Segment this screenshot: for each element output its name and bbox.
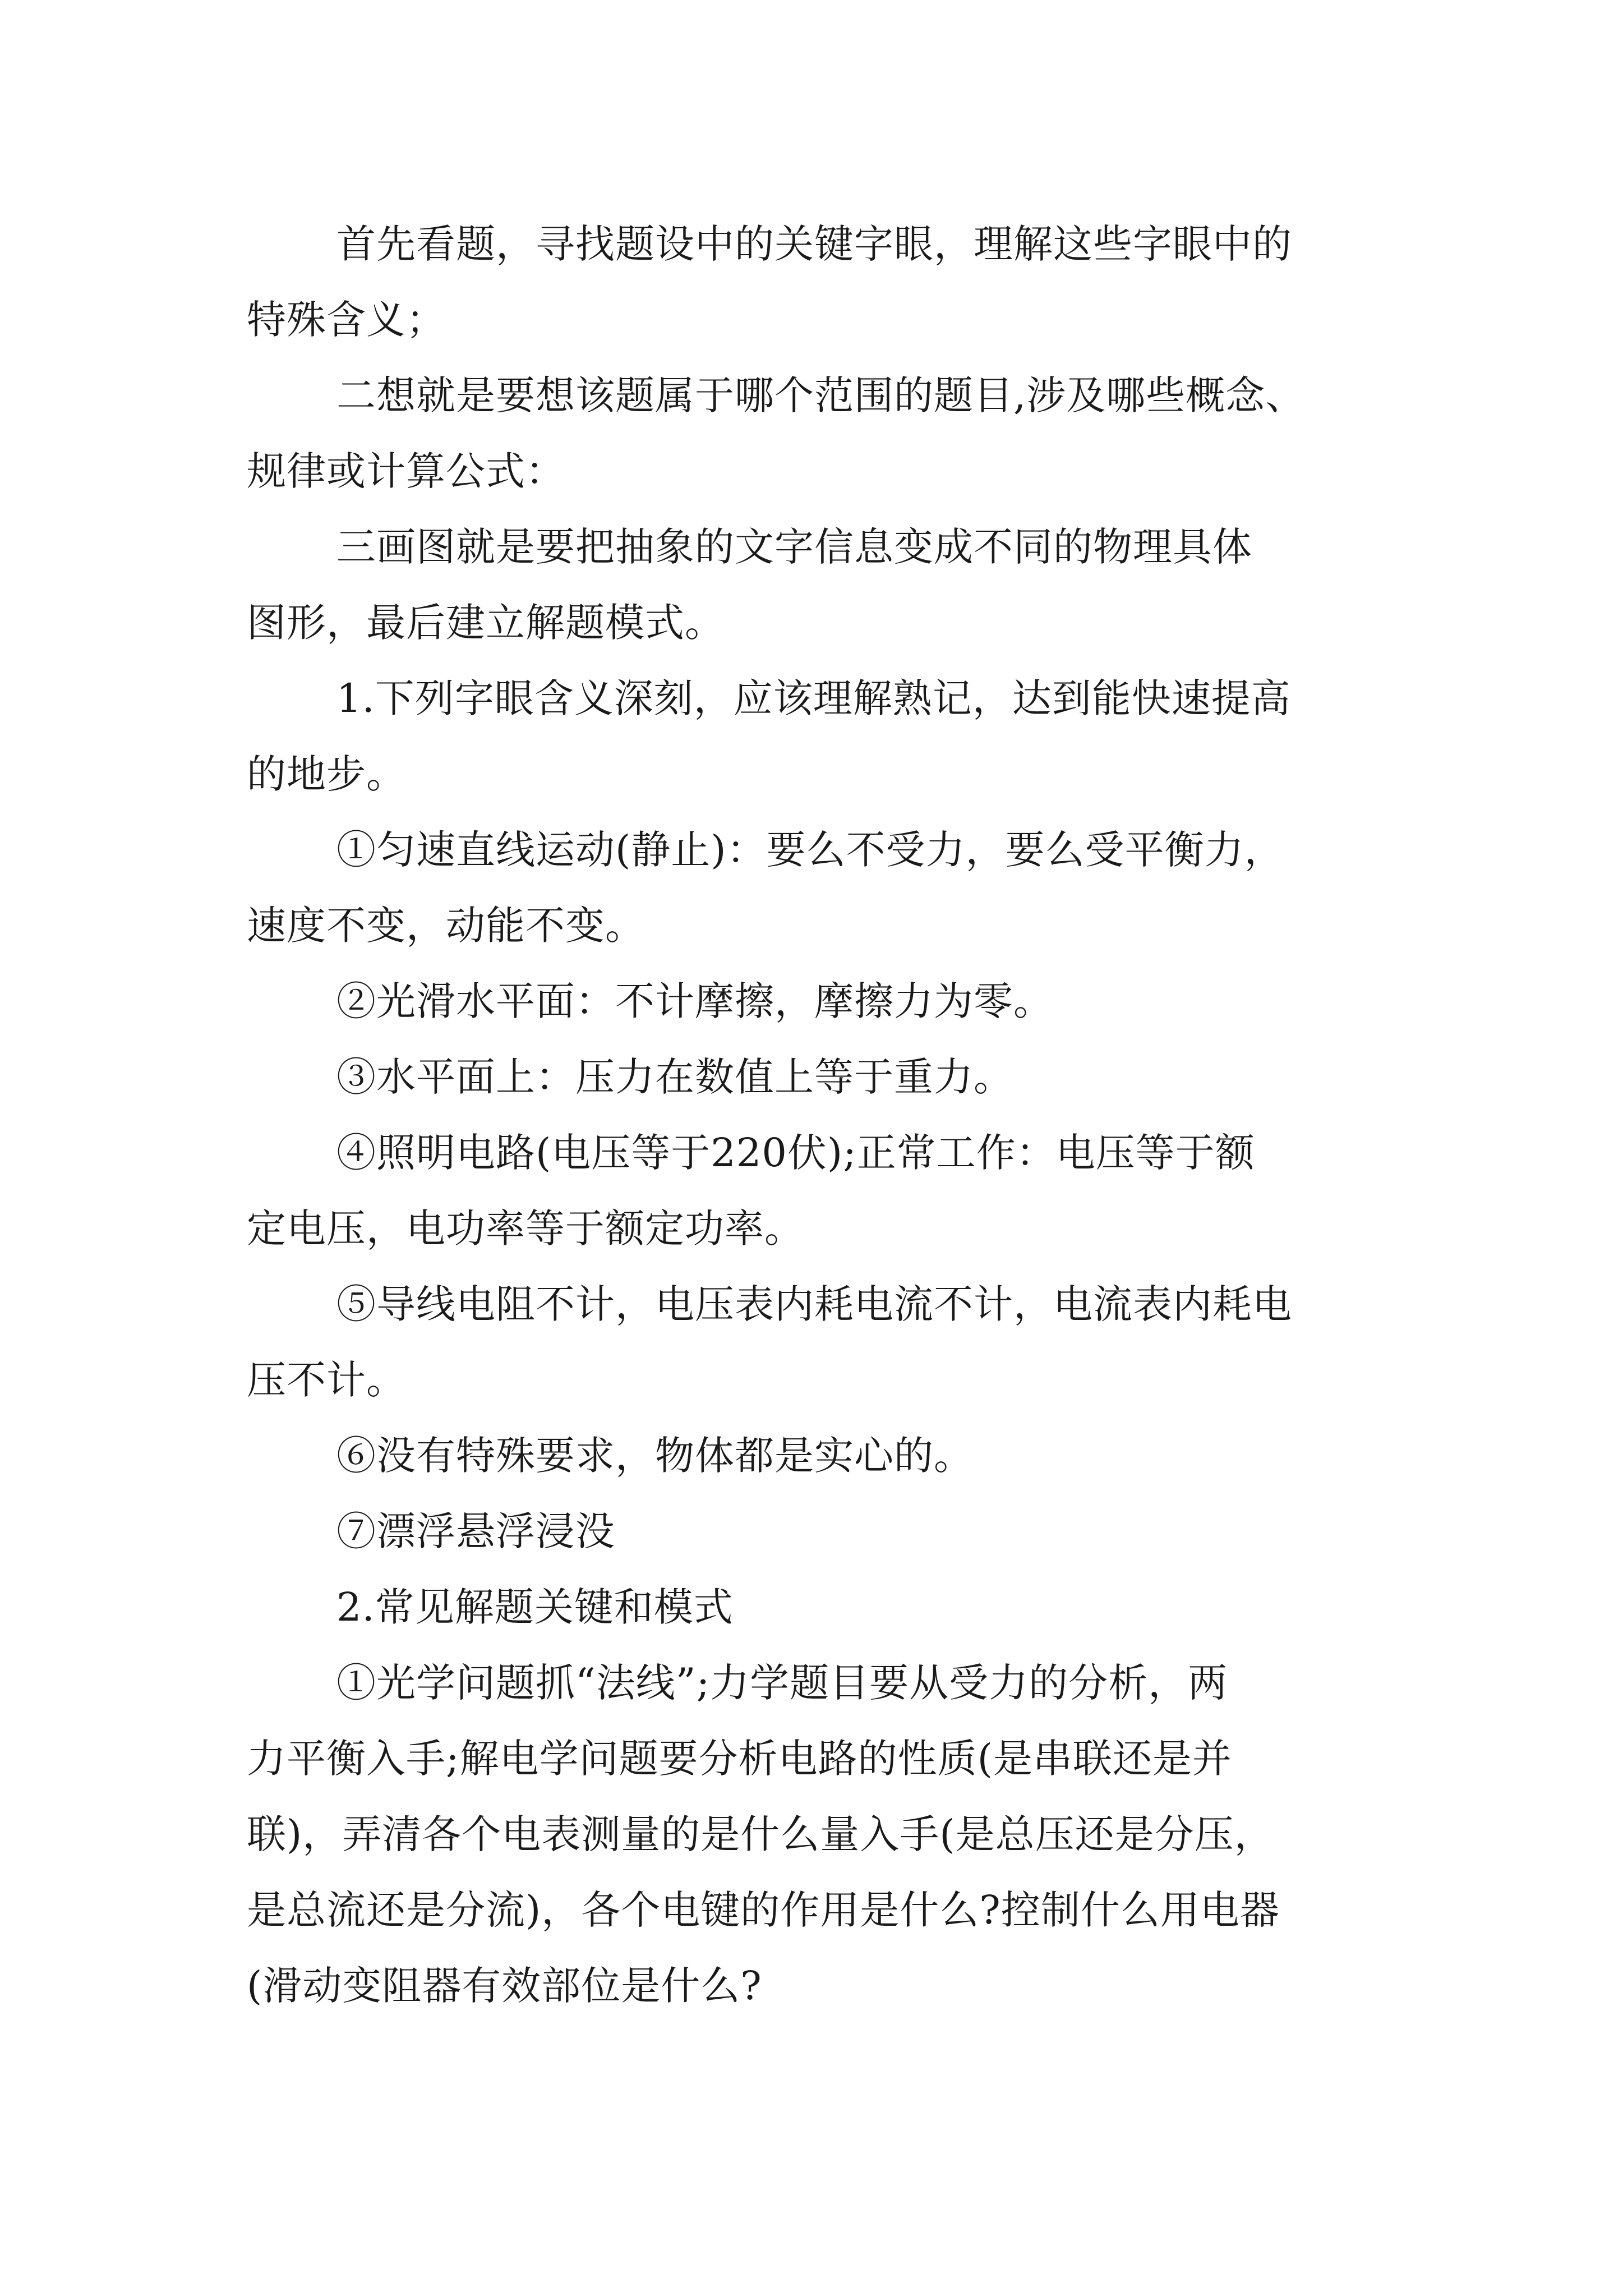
item-5-line-2: 压不计。 (247, 1357, 406, 1403)
section-2-item-1-line-2: 力平衡入手;解电学问题要分析电路的性质(是串联还是并 (247, 1736, 1232, 1782)
section-2-item-1-line-5: (滑动变阻器有效部位是什么? (247, 1963, 762, 2009)
item-7: ⑦漂浮悬浮浸没 (336, 1508, 615, 1554)
item-6: ⑥没有特殊要求，物体都是实心的。 (336, 1433, 974, 1479)
item-1-line-2: 速度不变，动能不变。 (247, 903, 645, 949)
paragraph-1-line-1: 首先看题，寻找题设中的关键字眼，理解这些字眼中的 (336, 221, 1292, 267)
section-2-item-1-line-4: 是总流还是分流)，各个电键的作用是什么?控制什么用电器 (247, 1887, 1280, 1933)
item-1-line-1: ①匀速直线运动(静止)：要么不受力，要么受平衡力， (336, 827, 1284, 873)
paragraph-1-line-2: 特殊含义； (247, 297, 446, 343)
section-1-heading-line-1: 1.下列字眼含义深刻，应该理解熟记，达到能快速提高 (336, 675, 1291, 721)
item-5-line-1: ⑤导线电阻不计，电压表内耗电流不计，电流表内耗电 (336, 1281, 1292, 1327)
paragraph-2-line-2: 规律或计算公式： (247, 448, 565, 494)
paragraph-2-line-1: 二想就是要想该题属于哪个范围的题目,涉及哪些概念、 (336, 372, 1306, 418)
section-1-heading-line-2: 的地步。 (247, 751, 406, 797)
item-4-line-1: ④照明电路(电压等于220伏);正常工作：电压等于额 (336, 1130, 1255, 1176)
section-2-item-1-line-3: 联)，弄清各个电表测量的是什么量入手(是总压还是分压， (247, 1811, 1274, 1857)
item-3: ③水平面上：压力在数值上等于重力。 (336, 1054, 1013, 1100)
paragraph-3-line-1: 三画图就是要把抽象的文字信息变成不同的物理具体 (336, 524, 1252, 570)
item-4-line-2: 定电压，电功率等于额定功率。 (247, 1205, 804, 1251)
paragraph-3-line-2: 图形，最后建立解题模式。 (247, 600, 725, 646)
section-2-item-1-line-1: ①光学问题抓“法线”;力学题目要从受力的分析，两 (336, 1660, 1228, 1706)
item-2: ②光滑水平面：不计摩擦，摩擦力为零。 (336, 978, 1053, 1024)
section-2-heading: 2.常见解题关键和模式 (336, 1584, 734, 1630)
